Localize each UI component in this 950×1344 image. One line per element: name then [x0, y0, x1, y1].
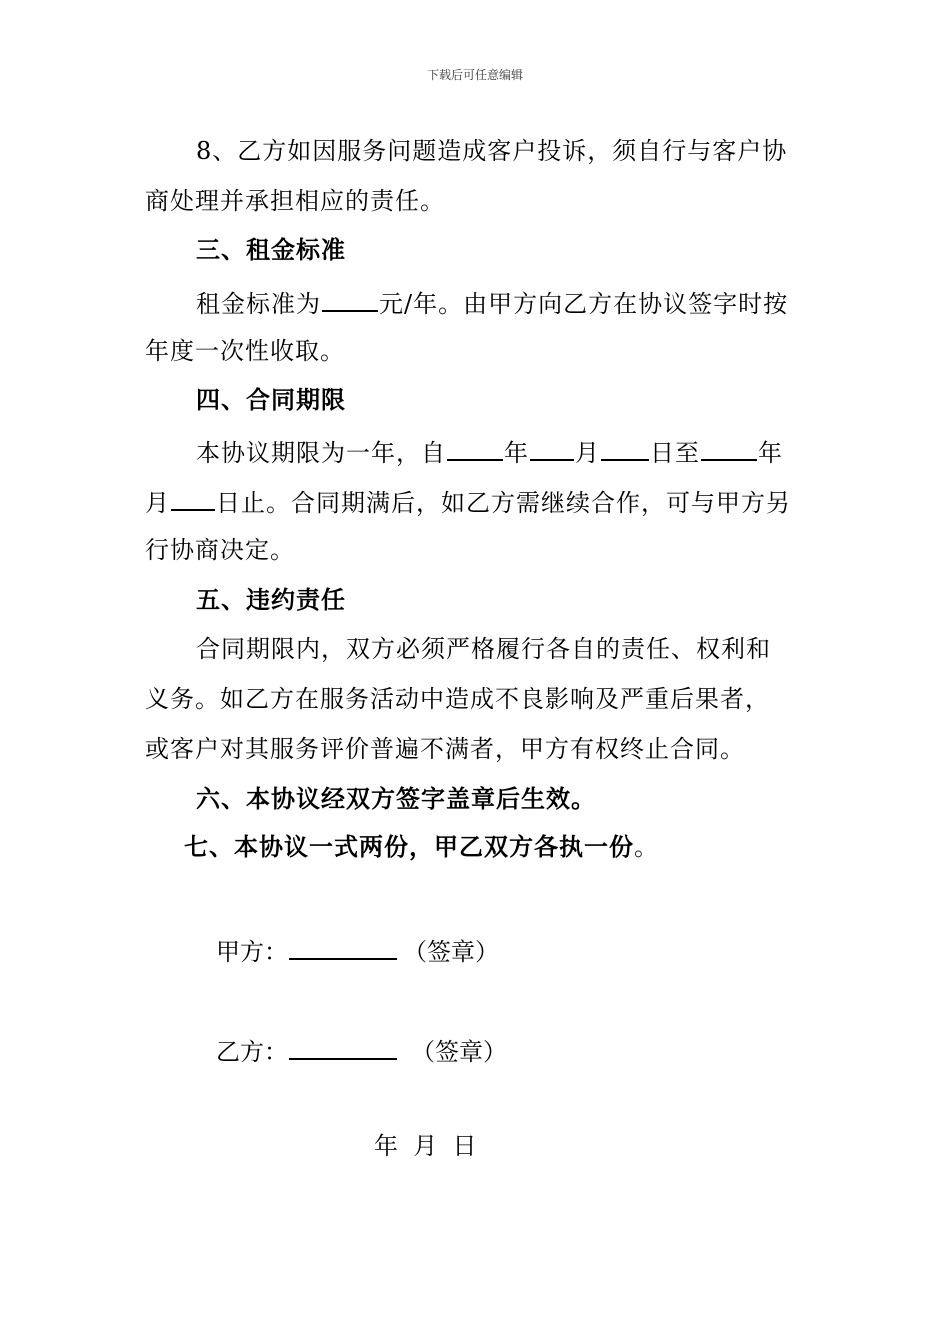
section-4-line-3: 行协商决定。 — [145, 536, 295, 564]
section-4-line-1 — [196, 435, 783, 468]
start-day-blank — [601, 435, 649, 461]
section-5-line-1: 合同期限内，双方必须严格履行各自的责任、权利和 — [196, 635, 771, 663]
end-month-label: 月 — [145, 489, 170, 517]
start-month-label: 月 — [575, 439, 600, 467]
term-intro: 本协议期限为一年，自 — [196, 439, 446, 467]
clause-8-line-1: 8、乙方如因服务问题造成客户投诉，须自行与客户协 — [196, 137, 788, 165]
party-a-seal: （签章） — [403, 938, 499, 966]
section-4-line-2 — [145, 485, 791, 518]
section-4-heading: 四、合同期限 — [196, 385, 346, 414]
section-7-line — [184, 832, 659, 862]
rent-amount-blank — [322, 286, 378, 312]
party-a-signature-blank — [289, 932, 397, 960]
start-month-blank — [530, 435, 574, 461]
date-line: 年 月 日 — [374, 1132, 477, 1160]
party-b-signature-blank — [289, 1032, 397, 1060]
party-a-signature — [216, 932, 499, 967]
party-a-label: 甲方： — [216, 938, 288, 966]
section-3-line-2: 年度一次性收取。 — [145, 337, 345, 365]
header-note: 下载后可任意编辑 — [426, 68, 523, 82]
section-5-heading: 五、违约责任 — [196, 585, 346, 614]
end-day-blank — [171, 485, 215, 511]
section-7-end: 。 — [634, 833, 659, 861]
party-b-seal: （签章） — [411, 1038, 507, 1066]
rent-label: 租金标准为 — [196, 290, 321, 318]
section-7-text: 七、本协议一式两份，甲乙双方各执一份 — [184, 832, 634, 861]
section-6-text: 六、本协议经双方签字盖章后生效。 — [196, 784, 596, 813]
start-year-blank — [447, 435, 503, 461]
end-year-label: 年 — [758, 439, 783, 467]
rent-unit-text: 元/年。由甲方向乙方在协议签字时按 — [379, 290, 789, 318]
start-year-label: 年 — [504, 439, 529, 467]
section-3-heading: 三、租金标准 — [196, 235, 346, 264]
party-b-signature — [216, 1032, 507, 1067]
party-b-label: 乙方： — [216, 1038, 288, 1066]
section-3-line-1 — [196, 286, 788, 319]
clause-8-line-2: 商处理并承担相应的责任。 — [145, 187, 445, 215]
section-5-line-2: 义务。如乙方在服务活动中造成不良影响及严重后果者， — [145, 685, 770, 713]
term-renewal-text: 日止。合同期满后，如乙方需继续合作，可与甲方另 — [216, 489, 791, 517]
end-year-blank — [701, 435, 757, 461]
start-day-to-label: 日至 — [650, 439, 700, 467]
section-5-line-3: 或客户对其服务评价普遍不满者，甲方有权终止合同。 — [145, 735, 745, 763]
